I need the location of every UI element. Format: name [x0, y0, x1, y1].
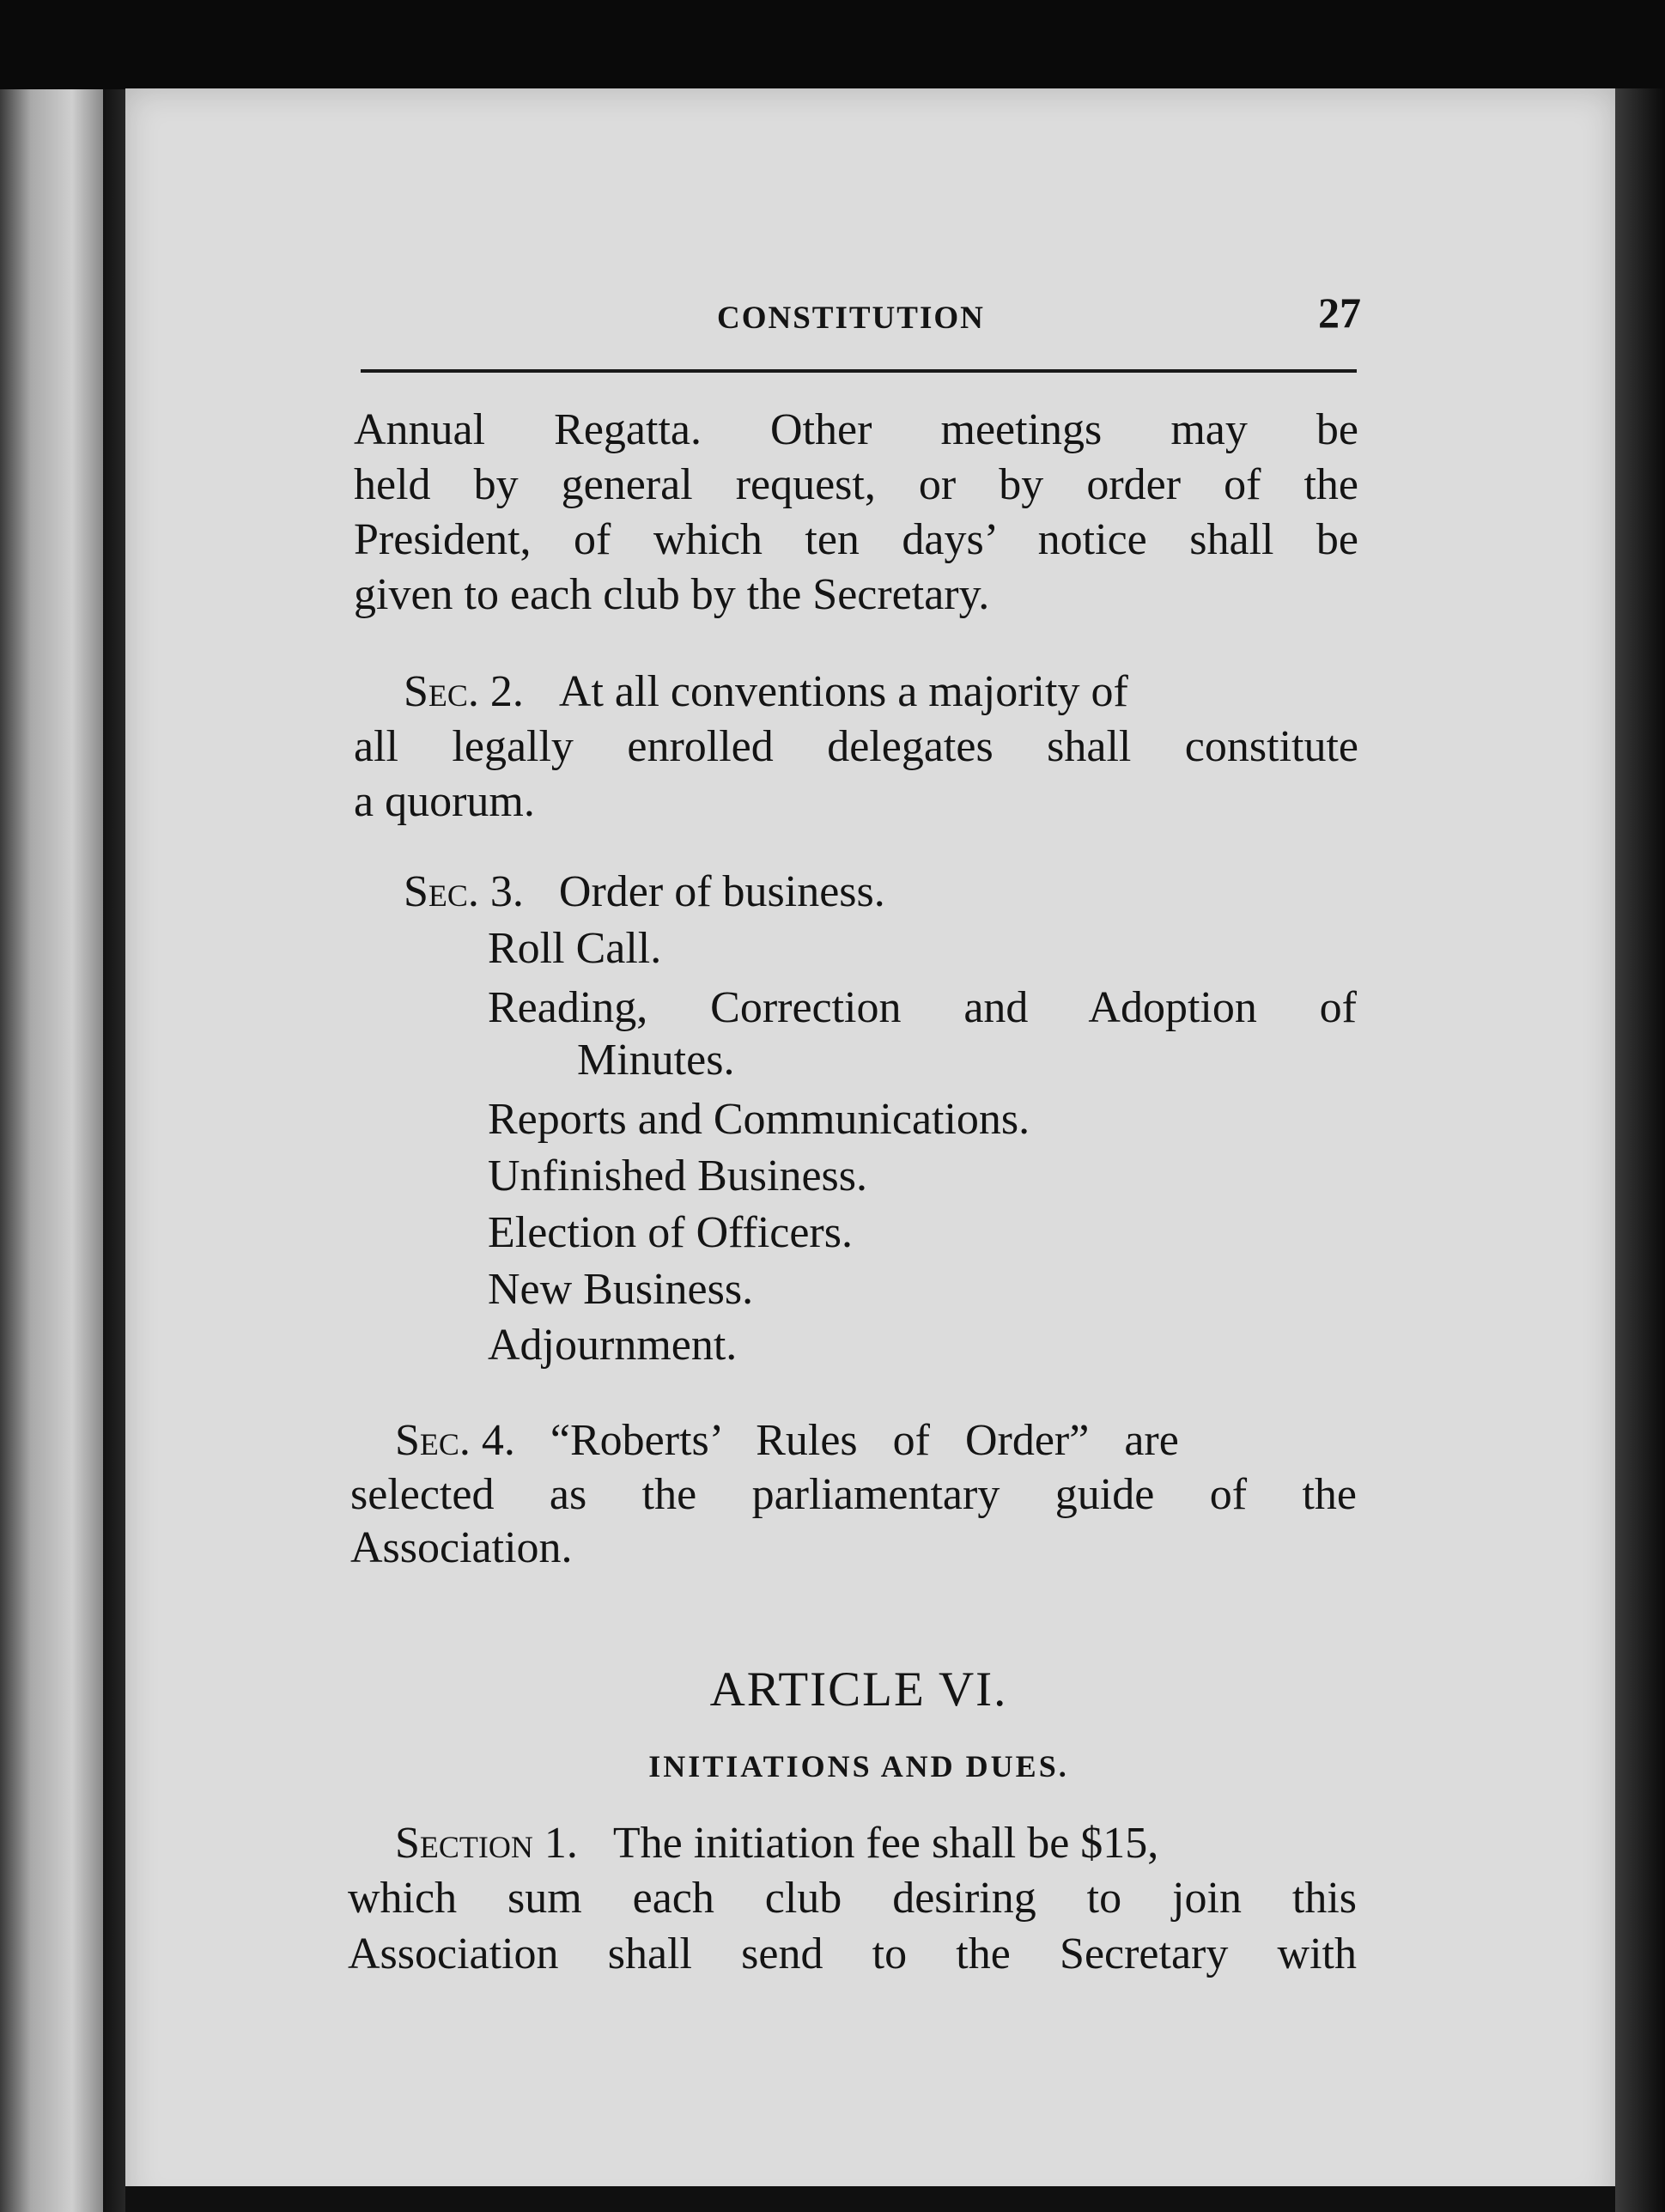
- running-title: CONSTITUTION: [717, 301, 985, 336]
- section-line: [395, 1816, 1357, 1871]
- text-line: Annual Regatta. Other meetings may be: [354, 405, 1358, 454]
- text-line: all legally enrolled delegates shall constitute: [354, 722, 1358, 771]
- list-item: New Business.: [488, 1265, 754, 1314]
- list-item: Reading, Correction and Adoption of: [488, 983, 1357, 1032]
- section-line: [404, 665, 1358, 720]
- text-line: Association.: [350, 1523, 573, 1572]
- text-line: selected as the parliamentary guide of the: [350, 1470, 1357, 1519]
- running-head: [361, 289, 1361, 363]
- page-number: 27: [1318, 289, 1361, 337]
- facing-page-edge: [0, 89, 103, 2212]
- section-text: “Roberts’ Rules of Order” are: [550, 1416, 1179, 1465]
- section-label: Sec. 3.: [404, 867, 524, 916]
- text-line: a quorum.: [354, 777, 535, 826]
- list-item: Unfinished Business.: [488, 1152, 867, 1200]
- list-item: Minutes.: [577, 1036, 735, 1085]
- section-line: [395, 1413, 1357, 1468]
- section-label: Sec. 4.: [395, 1416, 515, 1465]
- section-text: The initiation fee shall be $15,: [612, 1819, 1159, 1868]
- section-label: Sec. 2.: [404, 667, 524, 716]
- section-text: At all conventions a majority of: [558, 667, 1128, 716]
- section-label: Section 1.: [395, 1819, 578, 1868]
- text-line: Association shall send to the Secretary with: [348, 1929, 1357, 1978]
- list-item: Roll Call.: [488, 924, 662, 973]
- section-text: Order of business.: [558, 867, 885, 916]
- section-line: [404, 865, 885, 920]
- article-subtitle: INITIATIONS AND DUES.: [648, 1749, 1069, 1784]
- article-title: ARTICLE VI.: [709, 1662, 1008, 1717]
- right-page-edge: [1615, 88, 1665, 2212]
- list-item: Adjournment.: [488, 1321, 738, 1370]
- list-item: Election of Officers.: [488, 1208, 853, 1257]
- header-rule: [361, 369, 1357, 373]
- text-line: held by general request, or by order of the: [354, 460, 1358, 509]
- text-line: President, of which ten days’ notice shall be: [354, 515, 1358, 564]
- text-line: which sum each club desiring to join this: [348, 1874, 1357, 1923]
- text-line: given to each club by the Secretary.: [354, 570, 990, 619]
- list-item: Reports and Communications.: [488, 1095, 1030, 1144]
- bottom-shadow: [125, 2186, 1615, 2212]
